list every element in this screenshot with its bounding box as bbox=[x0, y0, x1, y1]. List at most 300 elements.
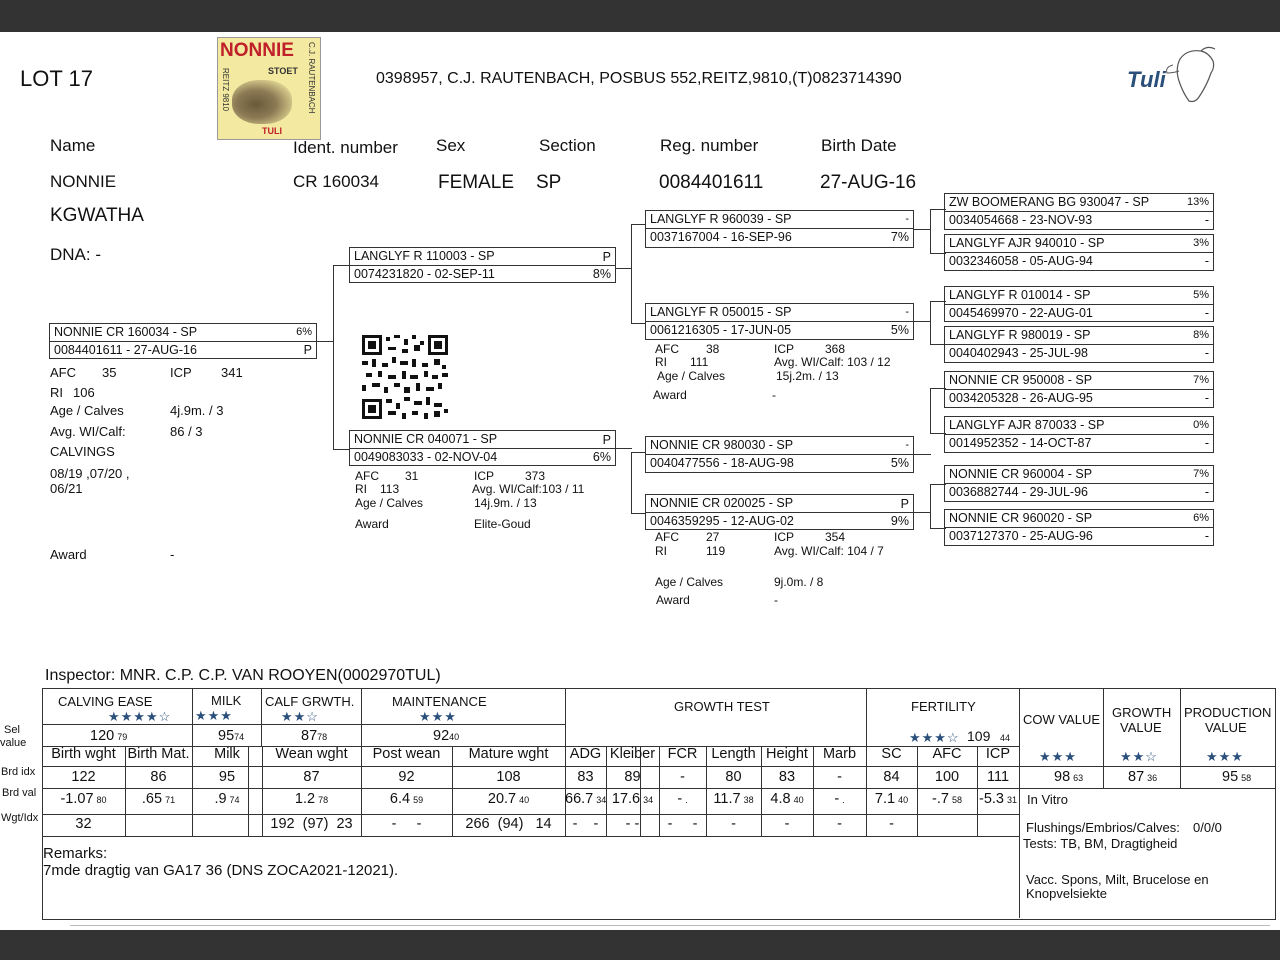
gp4-right2: 9% bbox=[890, 514, 909, 528]
breeding-value-accuracy: 31 bbox=[1006, 795, 1017, 805]
milk-header: MILK bbox=[211, 693, 242, 708]
divider bbox=[646, 454, 913, 455]
grid-line bbox=[866, 688, 867, 746]
breeding-value bbox=[606, 791, 659, 807]
fertility-sub: 44 bbox=[1000, 733, 1011, 743]
calf-sel-value bbox=[301, 728, 327, 744]
breeding-value-number: 66.7 bbox=[565, 791, 594, 807]
breeding-index: 122 bbox=[71, 769, 96, 785]
weight-index: - - bbox=[391, 816, 422, 832]
ggp8-right1: 6% bbox=[1193, 512, 1209, 524]
production-value-header-1: PRODUCTION bbox=[1184, 705, 1272, 720]
sire-line2: 0074231820 - 02-SEP-11 bbox=[354, 267, 495, 281]
flushings-value: 0/0/0 bbox=[1193, 820, 1222, 835]
animal-sex: FEMALE bbox=[438, 172, 515, 193]
subject-icp: 341 bbox=[221, 365, 243, 380]
dam-wi: Avg. WI/Calf:103 / 11 bbox=[472, 482, 585, 496]
column-header: ADG bbox=[569, 746, 602, 762]
calf-sub: 78 bbox=[317, 732, 328, 742]
breeding-value-number: 6.4 bbox=[389, 791, 411, 807]
fertility-header: FERTILITY bbox=[911, 699, 976, 714]
calvings-2: 06/21 bbox=[50, 481, 83, 496]
divider bbox=[945, 483, 1213, 484]
breeding-index: 92 bbox=[398, 769, 415, 785]
gp4-award: - bbox=[774, 593, 778, 607]
breeding-value-number: - bbox=[677, 791, 683, 807]
production-value-index bbox=[1222, 769, 1251, 785]
grid-line bbox=[1180, 688, 1181, 788]
gp2-icp-label: ICP bbox=[774, 342, 795, 356]
breeding-value-accuracy: 78 bbox=[318, 795, 329, 805]
breeding-value bbox=[813, 791, 866, 807]
breeding-value bbox=[565, 791, 606, 807]
breeding-value bbox=[192, 791, 262, 807]
connector bbox=[631, 452, 646, 514]
ggp5-right2: - bbox=[1204, 391, 1209, 405]
gp3-right2: 5% bbox=[890, 456, 909, 470]
lot-number: LOT 17 bbox=[20, 66, 93, 91]
column-header: Kleiber bbox=[609, 746, 656, 762]
gp2-right2: 5% bbox=[890, 323, 909, 337]
gp4-award-label: Award bbox=[656, 593, 690, 607]
sire-box bbox=[349, 247, 616, 283]
section-label: Section bbox=[539, 136, 596, 155]
gp2-award: - bbox=[772, 388, 776, 402]
subject-ri: 106 bbox=[73, 385, 95, 400]
breeding-index: 111 bbox=[986, 769, 1010, 785]
breeding-value bbox=[977, 791, 1019, 807]
calf-growth-header: CALF GRWTH. bbox=[265, 694, 355, 709]
breeding-value bbox=[361, 791, 452, 807]
breeding-value-accuracy: 34 bbox=[643, 795, 654, 805]
dam-ri-label: RI bbox=[355, 482, 367, 496]
dam-icp: 373 bbox=[525, 469, 546, 483]
breeding-value-number: - bbox=[834, 791, 840, 807]
animal-name: NONNIE bbox=[50, 172, 117, 191]
calving-sub: 79 bbox=[117, 732, 128, 742]
dna: DNA: - bbox=[50, 245, 101, 264]
top-bar bbox=[0, 0, 1280, 32]
calving-value: 120 bbox=[90, 728, 115, 744]
breeding-value-accuracy: 80 bbox=[96, 795, 107, 805]
breeding-index: 83 bbox=[778, 769, 796, 785]
connector bbox=[914, 454, 931, 455]
cow-value-header: COW VALUE bbox=[1023, 712, 1101, 727]
logo-title: NONNIE bbox=[220, 40, 294, 61]
animal-ident: CR 160034 bbox=[293, 172, 380, 191]
ggp5-line2: 0034205328 - 26-AUG-95 bbox=[949, 391, 1093, 405]
dam-award-label: Award bbox=[355, 517, 389, 531]
subject-age-label: Age / Calves bbox=[50, 403, 124, 418]
gp4-afc: 27 bbox=[706, 530, 720, 544]
cow-value-stars: ★★★ bbox=[1039, 749, 1077, 764]
ggp3-right1: 5% bbox=[1193, 289, 1209, 301]
cattle-image bbox=[232, 80, 292, 124]
gp1-right2: 7% bbox=[890, 230, 909, 244]
logo-bottom: TULI bbox=[262, 126, 282, 136]
column-header: ICP bbox=[985, 746, 1011, 762]
dam-right2: 6% bbox=[592, 450, 611, 464]
ggp3-line1: LANGLYF R 010014 - SP bbox=[949, 288, 1091, 302]
weight-index: 266 (94) 14 bbox=[465, 816, 552, 832]
dam-afc: 31 bbox=[405, 469, 419, 483]
divider bbox=[945, 211, 1213, 212]
breeding-value-number: 17.6 bbox=[611, 791, 641, 807]
milk-stars: ★★★ bbox=[195, 708, 233, 723]
breeding-value-number: 7.1 bbox=[874, 791, 896, 807]
breeding-value bbox=[452, 791, 565, 807]
great-grandparent-box bbox=[944, 286, 1214, 322]
vacc-1: Vacc. Spons, Milt, Brucelose en bbox=[1026, 872, 1209, 887]
sire-line1: LANGLYF R 110003 - SP bbox=[354, 249, 495, 263]
animal-reg: 0084401611 bbox=[659, 172, 764, 193]
grid-line bbox=[1019, 688, 1020, 918]
gp3-right1: - bbox=[905, 439, 909, 451]
breeding-value-accuracy: 71 bbox=[165, 795, 176, 805]
connector bbox=[914, 229, 931, 230]
birth-label: Birth Date bbox=[821, 136, 897, 155]
gp1-line2: 0037167004 - 16-SEP-96 bbox=[650, 230, 792, 244]
milk-value: 95 bbox=[218, 728, 235, 744]
calving-ease-stars: ★★★★☆ bbox=[108, 709, 172, 724]
grandparent-box bbox=[645, 303, 914, 340]
logo-sub: STOET bbox=[268, 66, 298, 76]
tuli-logo bbox=[1125, 45, 1220, 115]
column-header: AFC bbox=[932, 746, 962, 762]
dam-age-label: Age / Calves bbox=[355, 496, 424, 510]
subject-age: 4j.9m. / 3 bbox=[170, 403, 224, 418]
breeding-value-number: -.7 bbox=[932, 791, 949, 807]
breeding-value-accuracy: 40 bbox=[898, 795, 909, 805]
inspector: Inspector: MNR. C.P. C.P. VAN ROOYEN(0002970TUL) bbox=[45, 667, 441, 684]
weight-index: - - bbox=[667, 816, 698, 832]
breeding-value bbox=[42, 791, 125, 807]
column-header: Birth wght bbox=[51, 746, 116, 762]
calving-ease-header: CALVING EASE bbox=[58, 694, 153, 709]
subject-afc-label: AFC bbox=[50, 365, 76, 380]
subject-icp-label: ICP bbox=[170, 365, 192, 380]
weight-index: - bbox=[784, 816, 790, 832]
breeding-value bbox=[706, 791, 761, 807]
gp4-age-label: Age / Calves bbox=[655, 575, 724, 589]
gp4-wi: Avg. WI/Calf: 104 / 7 bbox=[774, 544, 884, 558]
animal-section: SP bbox=[536, 172, 562, 193]
breeding-index: 89 bbox=[624, 769, 641, 785]
breeding-value-accuracy: 34 bbox=[596, 795, 607, 805]
divider bbox=[646, 228, 913, 229]
ggp6-right1: 0% bbox=[1193, 419, 1209, 431]
ggp4-right2: - bbox=[1204, 346, 1209, 360]
connector bbox=[616, 268, 632, 269]
maint-sub: 40 bbox=[449, 732, 460, 742]
dam-icp-label: ICP bbox=[474, 469, 495, 483]
gp2-line2: 0061216305 - 17-JUN-05 bbox=[650, 323, 792, 337]
dam-box bbox=[349, 430, 616, 466]
gp4-line2: 0046359295 - 12-AUG-02 bbox=[650, 514, 794, 528]
breeding-value-number: 11.7 bbox=[713, 791, 741, 807]
gp2-award-label: Award bbox=[653, 388, 687, 402]
ggp7-right1: 7% bbox=[1193, 468, 1209, 480]
ggp3-line2: 0045469970 - 22-AUG-01 bbox=[949, 306, 1093, 320]
subject-right1: 6% bbox=[296, 326, 312, 338]
column-header: Height bbox=[766, 746, 808, 762]
great-grandparent-box bbox=[944, 371, 1214, 408]
tuli-text: Tuli bbox=[1127, 67, 1166, 92]
breeding-index: 86 bbox=[150, 769, 167, 785]
calvings-label: CALVINGS bbox=[50, 444, 115, 459]
breeding-index: 100 bbox=[934, 769, 960, 785]
connector bbox=[914, 321, 931, 322]
column-header: Milk bbox=[214, 746, 240, 762]
weight-index: - - bbox=[625, 816, 640, 832]
dam-right1: P bbox=[602, 433, 611, 447]
breeding-value-number: -5.3 bbox=[978, 791, 1004, 807]
weight-index: 32 bbox=[75, 816, 92, 832]
breeder-logo bbox=[217, 37, 321, 140]
breeding-value-accuracy: 74 bbox=[229, 795, 240, 805]
row-label-value: value bbox=[0, 737, 27, 749]
breeding-value bbox=[125, 791, 192, 807]
ggp6-line2: 0014952352 - 14-OCT-87 bbox=[949, 436, 1092, 450]
grandparent-box bbox=[645, 210, 914, 248]
maintenance-header: MAINTENANCE bbox=[392, 694, 487, 709]
column-header: Post wean bbox=[372, 746, 441, 762]
subject-line1: NONNIE CR 160034 - SP bbox=[54, 325, 198, 339]
row-label-brd-val: Brd val bbox=[2, 787, 37, 799]
fertility-value: 109 bbox=[967, 728, 991, 744]
gp3-line1: NONNIE CR 980030 - SP bbox=[650, 438, 794, 452]
ggp2-line2: 0032346058 - 05-AUG-94 bbox=[949, 254, 1093, 268]
breeding-index: - bbox=[837, 769, 842, 785]
remarks-text: 7mde dragtig van GA17 36 (DNS ZOCA2021-12021). bbox=[43, 862, 399, 879]
sex-label: Sex bbox=[436, 136, 466, 155]
gv-sub: 36 bbox=[1147, 773, 1158, 783]
milk-sub: 74 bbox=[234, 732, 245, 742]
calvings-1: 08/19 ,07/20 , bbox=[50, 466, 130, 481]
dam-afc-label: AFC bbox=[355, 469, 379, 483]
gp4-line1: NONNIE CR 020025 - SP bbox=[650, 496, 794, 510]
ggp4-line2: 0040402943 - 25-JUL-98 bbox=[949, 346, 1088, 360]
subject-wi-label: Avg. WI/Calf: bbox=[50, 424, 126, 439]
column-header: SC bbox=[881, 746, 902, 762]
ggp8-right2: - bbox=[1204, 529, 1209, 543]
animal-birth: 27-AUG-16 bbox=[820, 172, 917, 193]
breeding-value-accuracy: . bbox=[685, 795, 688, 805]
vacc-2: Knopvelsiekte bbox=[1026, 886, 1107, 901]
qr-code bbox=[362, 335, 448, 419]
breeding-value bbox=[917, 791, 977, 807]
gp2-line1: LANGLYF R 050015 - SP bbox=[650, 305, 792, 319]
grandparent-box bbox=[645, 436, 914, 473]
milk-sel-value bbox=[218, 728, 244, 744]
row-label-brd-idx: Brd idx bbox=[1, 766, 36, 778]
production-value-stars: ★★★ bbox=[1206, 749, 1244, 764]
breeding-value-accuracy: 40 bbox=[793, 795, 804, 805]
cow-sub: 63 bbox=[1073, 773, 1084, 783]
gp2-icp: 368 bbox=[825, 342, 846, 356]
ggp4-line1: LANGLYF R 980019 - SP bbox=[949, 328, 1091, 342]
breeding-value-accuracy: 40 bbox=[519, 795, 530, 805]
row-label-wgt: Wgt/Idx bbox=[1, 812, 39, 824]
connector bbox=[317, 341, 334, 342]
subject-award-label: Award bbox=[50, 547, 87, 562]
divider bbox=[350, 448, 615, 449]
column-header: Mature wght bbox=[468, 746, 549, 762]
great-grandparent-box bbox=[944, 416, 1214, 453]
gp2-ri: 111 bbox=[690, 355, 709, 369]
growth-value-header-2: VALUE bbox=[1120, 720, 1162, 735]
grid-line bbox=[261, 688, 262, 746]
reg-label: Reg. number bbox=[660, 136, 759, 155]
gp2-age: 15j.2m. / 13 bbox=[776, 369, 839, 383]
breeding-value-number: .9 bbox=[214, 791, 227, 807]
divider bbox=[945, 252, 1213, 253]
dam-age: 14j.9m. / 13 bbox=[474, 496, 537, 510]
flushings-label: Flushings/Embrios/Calves: bbox=[1026, 820, 1180, 835]
ggp6-right2: - bbox=[1204, 436, 1209, 450]
breeding-value-number: .65 bbox=[141, 791, 163, 807]
grid-line bbox=[565, 688, 566, 746]
ggp6-line1: LANGLYF AJR 870033 - SP bbox=[949, 418, 1105, 432]
subject-wi: 86 / 3 bbox=[170, 424, 203, 439]
cow-value-index bbox=[1054, 769, 1083, 785]
breeding-value bbox=[866, 791, 917, 807]
gp4-afc-label: AFC bbox=[655, 530, 679, 544]
production-value-header-2: VALUE bbox=[1205, 720, 1247, 735]
gv-idx: 87 bbox=[1128, 769, 1145, 785]
breeding-index: 95 bbox=[218, 769, 236, 785]
ggp2-line1: LANGLYF AJR 940010 - SP bbox=[949, 236, 1105, 250]
bottom-bar bbox=[0, 930, 1280, 960]
gp4-icp-label: ICP bbox=[774, 530, 795, 544]
weight-index: - bbox=[837, 816, 842, 832]
growth-test-header: GROWTH TEST bbox=[674, 699, 770, 714]
column-header: Length bbox=[711, 746, 756, 762]
ggp1-right1: 13% bbox=[1186, 196, 1209, 208]
dam-ri: 113 bbox=[380, 482, 400, 496]
gp2-right1: - bbox=[905, 306, 909, 318]
maint-sel-value bbox=[433, 728, 459, 744]
breeding-value-accuracy: . bbox=[842, 795, 845, 805]
ggp7-right2: - bbox=[1204, 485, 1209, 499]
growth-value-header-1: GROWTH bbox=[1112, 705, 1172, 720]
grandparent-box bbox=[645, 494, 914, 530]
weight-index: - bbox=[889, 816, 894, 832]
ggp2-right2: - bbox=[1204, 254, 1209, 268]
grid-line bbox=[361, 688, 362, 746]
logo-left-side: REITZ 9810 bbox=[221, 68, 230, 112]
owner-info: 0398957, C.J. RAUTENBACH, POSBUS 552,REITZ,9810,(T)0823714390 bbox=[376, 70, 902, 87]
subject-right2: P bbox=[303, 343, 312, 357]
column-header: Marb bbox=[822, 746, 857, 762]
dam-line2: 0049083033 - 02-NOV-04 bbox=[354, 450, 498, 464]
grid-line bbox=[42, 836, 1019, 837]
subject-box bbox=[49, 323, 317, 359]
gp4-ri: 119 bbox=[706, 544, 726, 558]
gp2-ri-label: RI bbox=[655, 355, 667, 369]
gp3-line2: 0040477556 - 18-AUG-98 bbox=[650, 456, 794, 470]
breeding-value-number: 1.2 bbox=[294, 791, 316, 807]
weight-index: 192 (97) 23 bbox=[270, 816, 353, 832]
calving-sel-value bbox=[90, 728, 127, 744]
growth-value-index bbox=[1128, 769, 1157, 785]
ggp7-line1: NONNIE CR 960004 - SP bbox=[949, 467, 1093, 481]
gp2-age-label: Age / Calves bbox=[657, 369, 726, 383]
breeding-index: 108 bbox=[496, 769, 521, 785]
maint-value: 92 bbox=[433, 728, 450, 744]
ggp1-right2: - bbox=[1204, 213, 1209, 227]
grid-line bbox=[192, 688, 193, 746]
ggp2-right1: 3% bbox=[1193, 237, 1209, 249]
breeding-index: 80 bbox=[725, 769, 742, 785]
name-label: Name bbox=[50, 136, 96, 155]
gp2-wi: Avg. WI/Calf: 103 / 12 bbox=[774, 355, 891, 369]
gp2-afc-label: AFC bbox=[655, 342, 679, 356]
breeding-value bbox=[761, 791, 813, 807]
ggp1-line2: 0034054668 - 23-NOV-93 bbox=[949, 213, 1093, 227]
ggp4-right1: 8% bbox=[1193, 329, 1209, 341]
breeding-index: 87 bbox=[303, 769, 320, 785]
weight-index: - - bbox=[572, 816, 599, 832]
pv-sub: 58 bbox=[1241, 773, 1252, 783]
breeding-value bbox=[262, 791, 361, 807]
breeding-value-number: 20.7 bbox=[487, 791, 517, 807]
gp4-icp: 354 bbox=[825, 530, 846, 544]
great-grandparent-box bbox=[944, 234, 1214, 271]
sire-right1: P bbox=[602, 250, 611, 264]
ggp7-line2: 0036882744 - 29-JUL-96 bbox=[949, 485, 1088, 499]
divider bbox=[945, 389, 1213, 390]
gp4-right1: P bbox=[900, 497, 909, 511]
ggp8-line2: 0037127370 - 25-AUG-96 bbox=[949, 529, 1093, 543]
sire-right2: 8% bbox=[592, 267, 611, 281]
cow-idx: 98 bbox=[1054, 769, 1071, 785]
dam-line1: NONNIE CR 040071 - SP bbox=[354, 432, 498, 446]
great-grandparent-box bbox=[944, 193, 1214, 230]
breeding-value-number: 4.8 bbox=[770, 791, 791, 807]
divider bbox=[646, 321, 913, 322]
column-header: FCR bbox=[667, 746, 698, 762]
divider bbox=[945, 304, 1213, 305]
weight-index: - bbox=[731, 816, 736, 832]
breeding-value-accuracy: 38 bbox=[743, 795, 754, 805]
pv-idx: 95 bbox=[1222, 769, 1239, 785]
subject-award: - bbox=[170, 547, 175, 562]
remarks-label: Remarks: bbox=[43, 845, 108, 862]
divider bbox=[50, 341, 316, 342]
breeding-index: 84 bbox=[883, 769, 900, 785]
ggp5-right1: 7% bbox=[1193, 374, 1209, 386]
gp1-line1: LANGLYF R 960039 - SP bbox=[650, 212, 792, 226]
qr-code-icon bbox=[362, 335, 448, 419]
ggp5-line1: NONNIE CR 950008 - SP bbox=[949, 373, 1093, 387]
connector bbox=[631, 224, 646, 324]
dam-award: Elite-Goud bbox=[474, 517, 531, 531]
breeding-value-number: -1.07 bbox=[60, 791, 94, 807]
grid-line bbox=[42, 814, 1019, 815]
gp1-right1: - bbox=[905, 213, 909, 225]
gp4-age: 9j.0m. / 8 bbox=[774, 575, 824, 589]
connector bbox=[914, 512, 931, 513]
tests: Tests: TB, BM, Dragtigheid bbox=[1023, 836, 1178, 851]
ident-label: Ident. number bbox=[293, 138, 398, 157]
in-vitro: In Vitro bbox=[1027, 792, 1068, 807]
breeding-index: 83 bbox=[577, 769, 594, 785]
fertility-stars: ★★★☆ bbox=[909, 730, 960, 745]
row-label-sel: Sel bbox=[4, 724, 20, 736]
breeding-index: - bbox=[680, 769, 685, 785]
calf-growth-stars: ★★☆ bbox=[281, 709, 319, 724]
